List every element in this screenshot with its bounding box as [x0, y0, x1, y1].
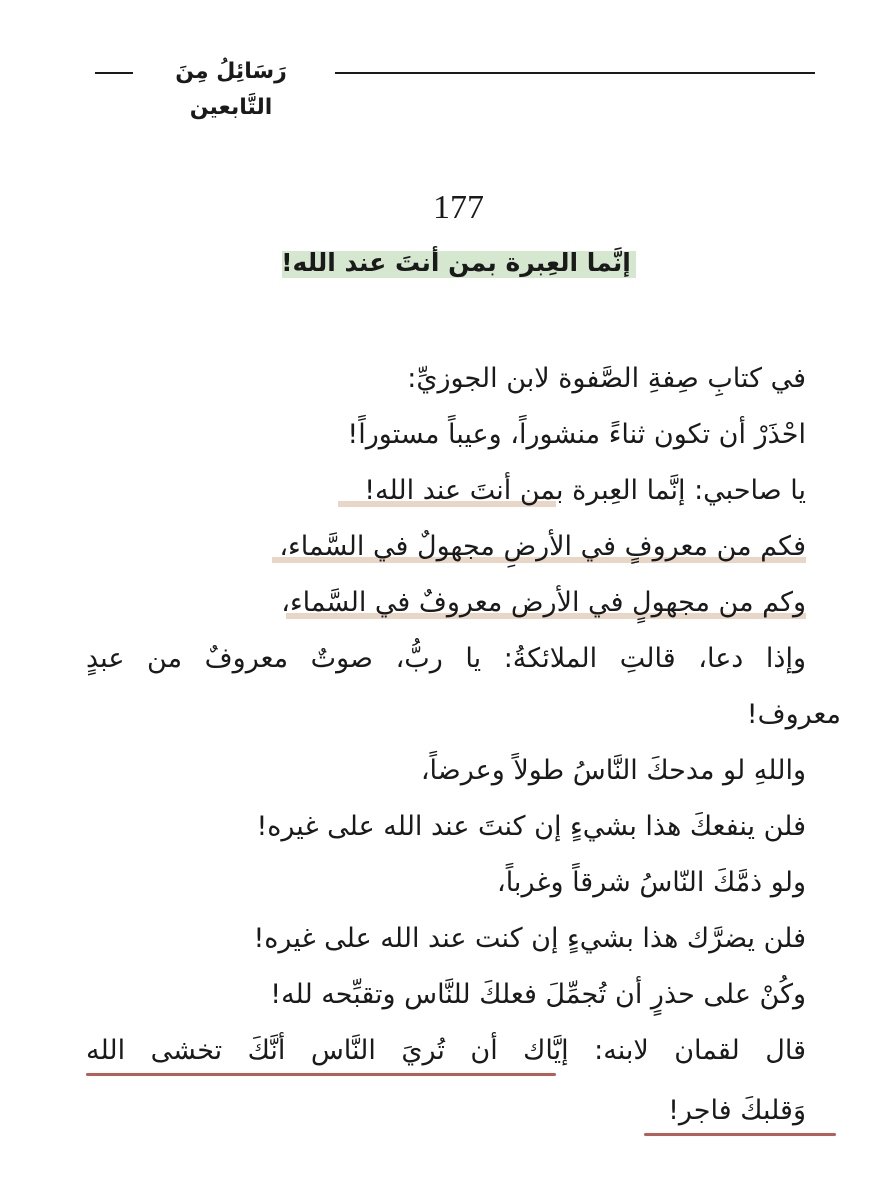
text-line-content: فكم من معروفٍ في الأرضِ مجهولٌ في السَّماء، — [279, 531, 806, 562]
text-line-content: وكم من مجهولٍ في الأرض معروفٌ في السَّماء، — [281, 587, 806, 618]
text-line-content: يا صاحبي: إنَّما العِبرة بمن أنتَ عند الله! — [364, 475, 806, 506]
header-rule-right — [335, 72, 815, 74]
text-line-content: فلن يضرَّك هذا بشيءٍ إن كنت عند الله على غيره! — [253, 923, 806, 954]
text-line — [86, 1023, 806, 1083]
text-line — [86, 799, 806, 855]
text-line-content: وإذا دعا، قالتِ الملائكةُ: يا ربُّ، صوتٌ معروفٌ من عبدٍ — [86, 643, 806, 674]
text-line — [86, 743, 806, 799]
text-line-content: وَقلبكَ فاجر! — [668, 1095, 806, 1126]
running-header — [95, 52, 815, 120]
text-line-content: في كتابِ صِفةِ الصَّفوة لابن الجوزيِّ: — [407, 363, 806, 394]
section-heading: إنَّما العِبرة بمن أنتَ عند الله! — [281, 248, 631, 277]
text-line — [86, 575, 806, 631]
text-line — [86, 911, 806, 967]
running-header-title: رَسَائِلُ مِنَ التَّابعين — [175, 59, 287, 120]
text-line-content: قال لقمان لابنه: إيَّاك أن تُريَ النَّاس أنَّكَ تخشى الله — [86, 1035, 806, 1066]
text-line — [86, 1083, 806, 1143]
page-number: 177 — [433, 189, 484, 226]
text-line-content: وكُنْ على حذرٍ أن تُجمِّلَ فعلكَ للنَّاس وتقبِّحه لله! — [270, 979, 806, 1010]
text-line-content: احْذَرْ أن تكون ثناءً منشوراً، وعيباً مستوراً! — [347, 419, 806, 450]
text-line — [86, 631, 806, 687]
text-line — [86, 463, 806, 519]
text-line — [86, 687, 841, 743]
header-rule-left — [95, 72, 133, 74]
text-line-content: معروف! — [746, 699, 841, 730]
text-line-content: فلن ينفعكَ هذا بشيءٍ إن كنتَ عند الله على غيره! — [256, 811, 806, 842]
body-text — [86, 351, 841, 1143]
text-line-content: واللهِ لو مدحكَ النَّاسُ طولاً وعرضاً، — [420, 755, 806, 786]
text-line — [86, 351, 806, 407]
text-line — [86, 967, 806, 1023]
text-line-content: ولو ذمَّكَ النّاسُ شرقاً وغرباً، — [496, 867, 806, 898]
section-heading-block — [276, 242, 636, 282]
text-line — [86, 855, 806, 911]
text-line — [86, 519, 806, 575]
text-line — [86, 407, 806, 463]
text-underline — [86, 1073, 556, 1076]
text-underline — [644, 1133, 836, 1136]
